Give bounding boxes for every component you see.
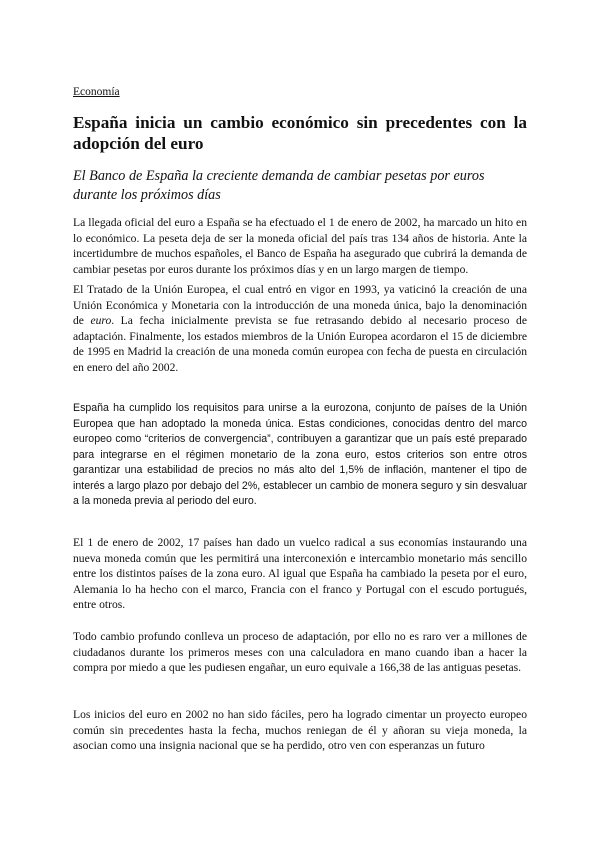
article-subtitle: El Banco de España la creciente demanda de cambiar pesetas por euros durante los próximos días bbox=[73, 168, 485, 203]
section-label: Economía bbox=[73, 86, 120, 98]
paragraph-1: La llegada oficial del euro a España se ha efectuado el 1 de enero de 2002, ha marcado un hito en lo económico. La peseta deja de ser la moneda oficial del país tras 134 años de historia. Ante la incertidumbre de muchos españoles, el Banco de España ha asegurado que cubrirá la demanda de cambiar pesetas por euros durante los próximos días y en un largo margen de tiempo. bbox=[73, 216, 527, 276]
paragraph-3: España ha cumplido los requisitos para unirse a la eurozona, conjunto de países de la Unión Europea que han adoptado la moneda única. Estas condiciones, conocidas dentro del marco europeo como “criterios de convergencia”, contribuyen a garantizar que un país esté preparado para integrarse en el régimen monetario de la zona euro, estos criterios son entre otros garantizar una estabilidad de precios no más alto del 1,5% de inflación, mantener el tipo de interés a largo plazo por debajo del 2%, establecer un cambio de monera seguro y sin desvaluar a la moneda previa al periodo del euro. bbox=[73, 402, 527, 507]
article-title: España inicia un cambio económico sin precedentes con la adopción del euro bbox=[73, 113, 527, 153]
paragraph-6: Los inicios del euro en 2002 no han sido fáciles, pero ha logrado cimentar un proyecto europeo común sin precedentes hasta la fecha, muchos reniegan de él y añoran su vieja moneda, la asocian como una insignia nacional que se ha perdido, otro ven con esperanzas un futuro bbox=[73, 708, 527, 752]
paragraph-2-italic-term: euro bbox=[90, 314, 112, 327]
paragraph-2-text-b: . La fecha inicialmente prevista se fue retrasando debido al necesario proceso de adaptación. Finalmente, los estados miembros de la Unión Europea acordaron el 15 de diciembre de 1995 en Madrid la creación de una moneda común europea con fecha de puesta en circulación en enero del año 2002. bbox=[73, 314, 527, 374]
paragraph-2 bbox=[73, 282, 527, 375]
paragraph-5: Todo cambio profundo conlleva un proceso de adaptación, por ello no es raro ver a millones de ciudadanos durante los primeros meses con una calculadora en mano cuando iban a hacer la compra por miedo a que les pudiesen engañar, un euro equivale a 166,38 de las antiguas pesetas. bbox=[73, 630, 527, 674]
paragraph-2-text-a: El Tratado de la Unión Europea, el cual entró en vigor en 1993, ya vaticinó la creación de una Unión Económica y Monetaria con la introducción de una moneda única, bajo la denominación de bbox=[73, 283, 527, 327]
paragraph-4: El 1 de enero de 2002, 17 países han dado un vuelco radical a sus economías instaurando una nueva moneda común que les permitirá una interconexión e intercambio monetario más sencillo entre los distintos países de la zona euro. Al igual que España ha cambiado la peseta por el euro, Alemania lo ha hecho con el marco, Francia con el franco y Portugal con el escudo portugués, entre otros. bbox=[73, 536, 527, 611]
